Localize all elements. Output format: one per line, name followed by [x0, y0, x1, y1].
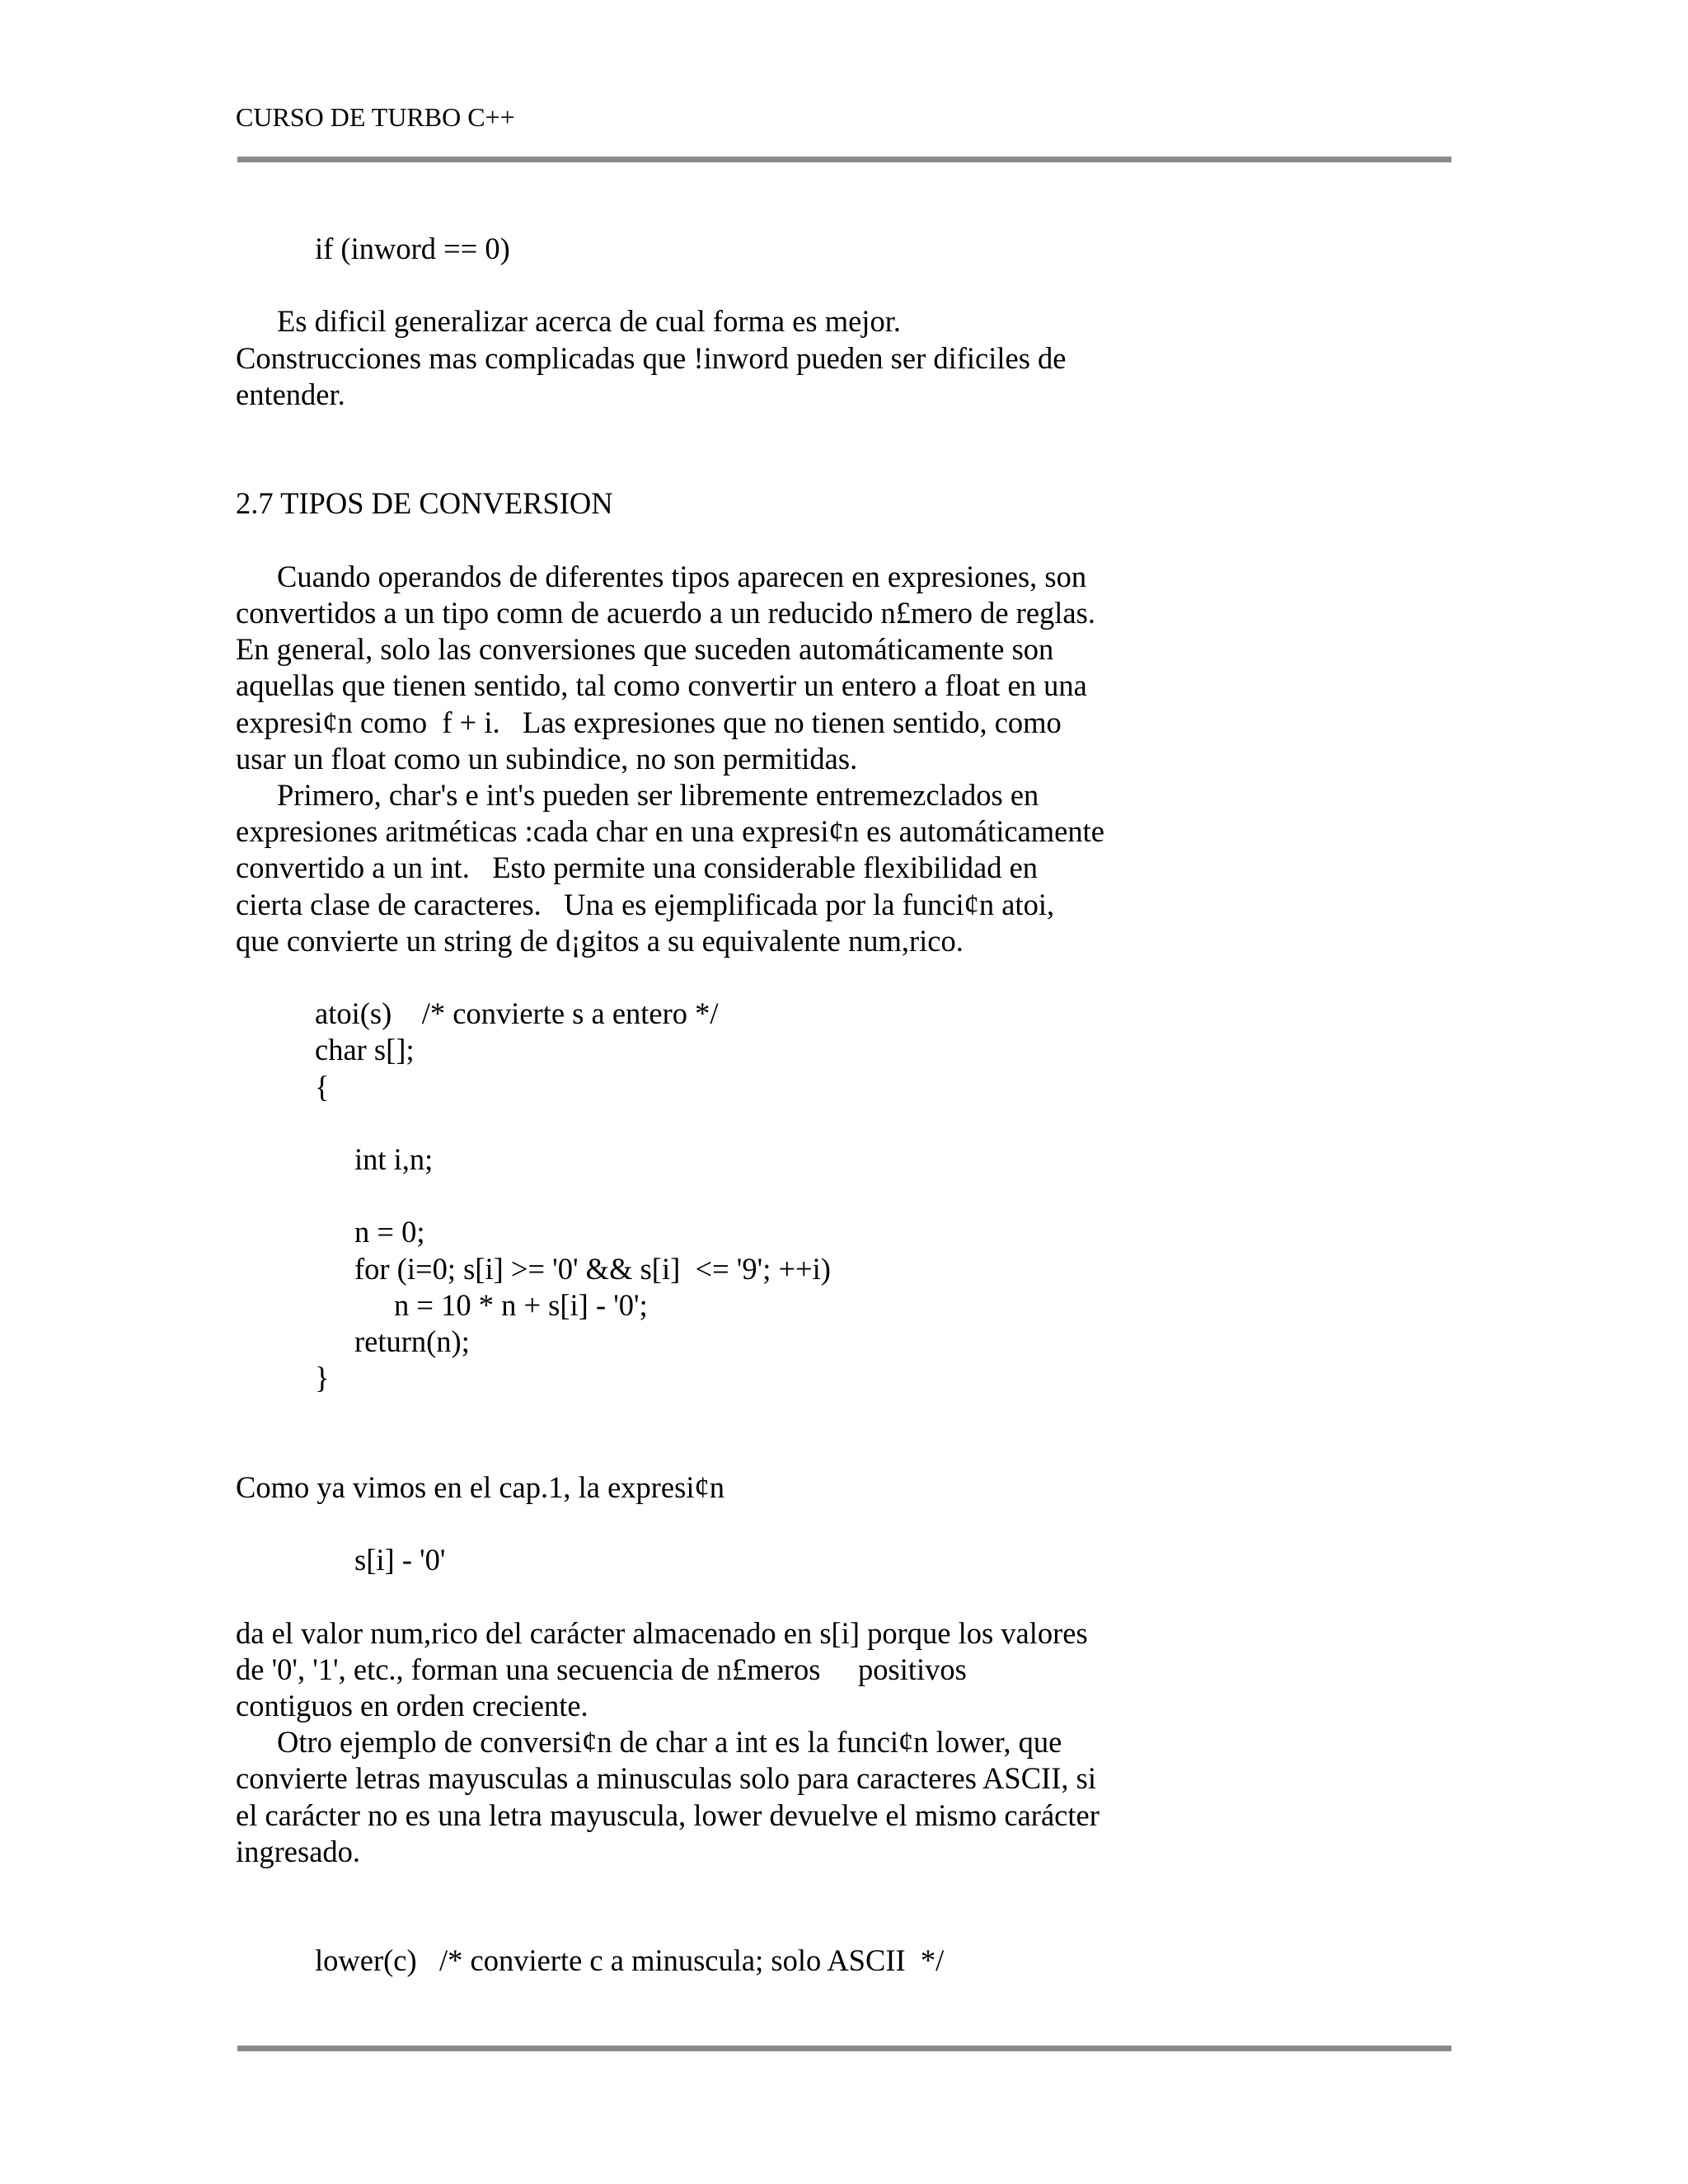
section-heading: 2.7 TIPOS DE CONVERSION [236, 486, 613, 521]
paragraph-line: entender. [236, 377, 345, 411]
spacer [236, 523, 1423, 559]
paragraph-line: usar un float como un subindice, no son permitidas. [236, 741, 858, 776]
code-line: int i,n; [354, 1142, 434, 1176]
paragraph-line: Construcciones mas complicadas que !inword pueden ser dificiles de [236, 340, 1067, 375]
paragraph-line: Cuando operandos de diferentes tipos aparecen en expresiones, son [277, 559, 1087, 593]
spacer [236, 959, 1423, 996]
footer-rule [237, 2046, 1451, 2051]
spacer [236, 1396, 1423, 1469]
paragraph-line: convertidos a un tipo comn de acuerdo a un reducido n£mero de reglas. [236, 595, 1095, 630]
paragraph-line: expresiones aritméticas :cada char en una expresi¢n es automáticamente [236, 814, 1104, 849]
paragraph-line: Como ya vimos en el cap.1, la expresi¢n [236, 1469, 724, 1504]
code-line: if (inword == 0) [315, 232, 510, 265]
paragraph-line: da el valor num,rico del carácter almacenado en s[i] porque los valores [236, 1615, 1088, 1650]
code-line: atoi(s) /* convierte s a entero */ [315, 996, 719, 1031]
paragraph-line: En general, solo las conversiones que suceden automáticamente son [236, 632, 1054, 667]
spacer [236, 1178, 1423, 1214]
paragraph-line: expresi¢n como f + i. Las expresiones que no tienen sentido, como [236, 705, 1062, 739]
paragraph-line: Otro ejemplo de conversi¢n de char a int es la funci¢n lower, que [277, 1725, 1062, 1760]
paragraph-line: convierte letras mayusculas a minusculas solo para caracteres ASCII, si [236, 1761, 1096, 1796]
spacer [236, 267, 1423, 303]
code-line: lower(c) /* convierte c a minuscula; solo ASCII */ [315, 1943, 945, 1978]
paragraph-line: el carácter no es una letra mayuscula, lower devuelve el mismo carácter [236, 1797, 1100, 1832]
code-line: { [315, 1069, 330, 1104]
spacer [236, 1506, 1423, 1542]
header-rule [237, 157, 1451, 162]
paragraph-line: convertido a un int. Esto permite una considerable flexibilidad en [236, 851, 1039, 885]
paragraph-line: que convierte un string de d¡gitos a su equivalente num,rico. [236, 923, 964, 958]
code-line: n = 0; [354, 1215, 425, 1249]
code-line: char s[]; [315, 1033, 415, 1067]
paragraph-line: aquellas que tienen sentido, tal como convertir un entero a float en una [236, 668, 1087, 703]
code-line: return(n); [354, 1324, 470, 1358]
code-line: s[i] - '0' [354, 1543, 446, 1577]
page-header-title: CURSO DE TURBO C++ [236, 102, 515, 132]
page-content [236, 231, 1423, 1980]
spacer [236, 1578, 1423, 1615]
paragraph-line: Primero, char's e int's pueden ser libremente entremezclados en [277, 778, 1039, 812]
spacer [236, 413, 1423, 485]
spacer [236, 1870, 1423, 1943]
paragraph-line: cierta clase de caracteres. Una es ejemplificada por la funci¢n atoi, [236, 887, 1055, 921]
code-line: n = 10 * n + s[i] - '0'; [394, 1287, 648, 1322]
paragraph-line: ingresado. [236, 1834, 361, 1868]
code-line: } [315, 1361, 330, 1395]
paragraph-line: de '0', '1', etc., forman una secuencia de n£meros positivos [236, 1652, 967, 1686]
paragraph-line: contiguos en orden creciente. [236, 1688, 588, 1722]
paragraph-line: Es dificil generalizar acerca de cual forma es mejor. [277, 304, 901, 339]
spacer [236, 1105, 1423, 1141]
code-line: for (i=0; s[i] >= '0' && s[i] <= '9'; ++i) [354, 1251, 831, 1286]
